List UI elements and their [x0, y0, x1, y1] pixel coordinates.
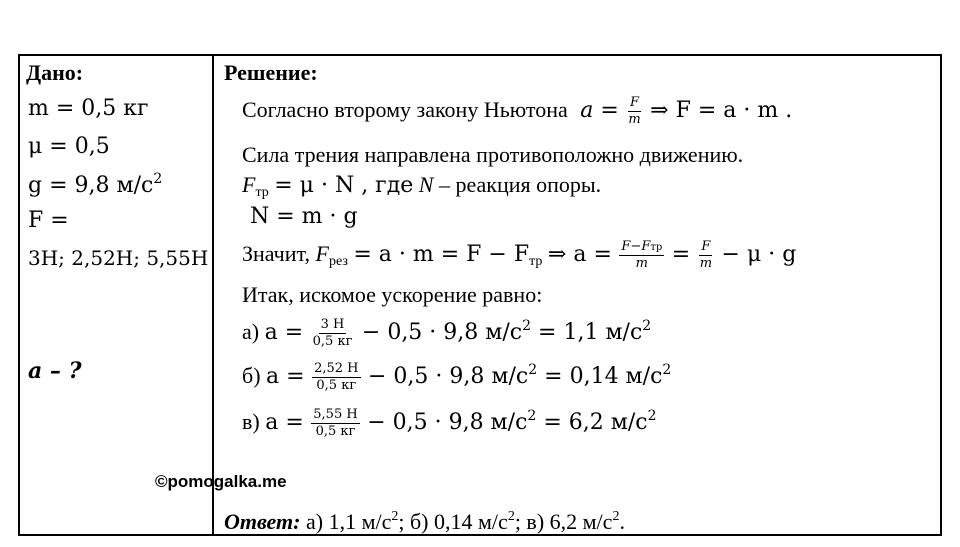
watermark: ©pomogalka.me — [155, 472, 287, 491]
solution-line-newton: Согласно второму закону Ньютона a = $\frac{F}{m}$ ⇒ F = a · m . — [242, 95, 793, 128]
solution-line-result-force: Значит, $F_{рез} = a \cdot m = F - F_{тр}$ ⇒ a = $\frac{\text{F−Fтр}}{m}$ = $\frac{F}{m}$ − μ · g — [242, 239, 797, 272]
given-mass: m = 0,5 кг — [28, 96, 149, 121]
solution-line-conclusion: Итак, искомое ускорение равно: — [242, 282, 543, 307]
solution-part-c: в) a = $\frac{5,55 Н}{0,5 кг}$ − 0,5 · 9,8 $м/с^2 = 6,2$ $м/с^2$ — [242, 407, 657, 440]
given-force-values: 3Н; 2,52Н; 5,55Н — [28, 246, 209, 270]
given-force-label: F = — [28, 208, 69, 233]
given-find: a – ? — [28, 358, 82, 384]
given-header: Дано: — [26, 60, 84, 85]
given-g: g = 9,8 $м/с^2$ — [28, 171, 163, 198]
column-divider — [212, 54, 214, 536]
solution-line-friction: Сила трения направлена противоположно движению. — [242, 142, 744, 167]
solution-line-normal: N = m · g — [250, 204, 358, 229]
solution-part-b: б) a = $\frac{2,52 Н}{0,5 кг}$ − 0,5 · 9,8 $м/с^2 = 0,14$ $м/с^2$ — [242, 361, 672, 394]
solution-line-friction-formula: $F_{тр} = \mu \cdot N$ , где N – реакция опоры. — [242, 172, 602, 200]
given-mu: μ = 0,5 — [28, 134, 110, 159]
solution-header: Решение: — [224, 60, 318, 85]
answer-line: Ответ: а) 1,1 $м/с^2$; б) 0,14 $м/с^2$; в) 6,2 $м/с^2$. — [224, 509, 625, 534]
solution-part-a: а) a = $\frac{3 Н}{0,5 кг}$ − 0,5 · 9,8 $м/с^2 = 1,1$ $м/с^2$ — [242, 317, 652, 350]
